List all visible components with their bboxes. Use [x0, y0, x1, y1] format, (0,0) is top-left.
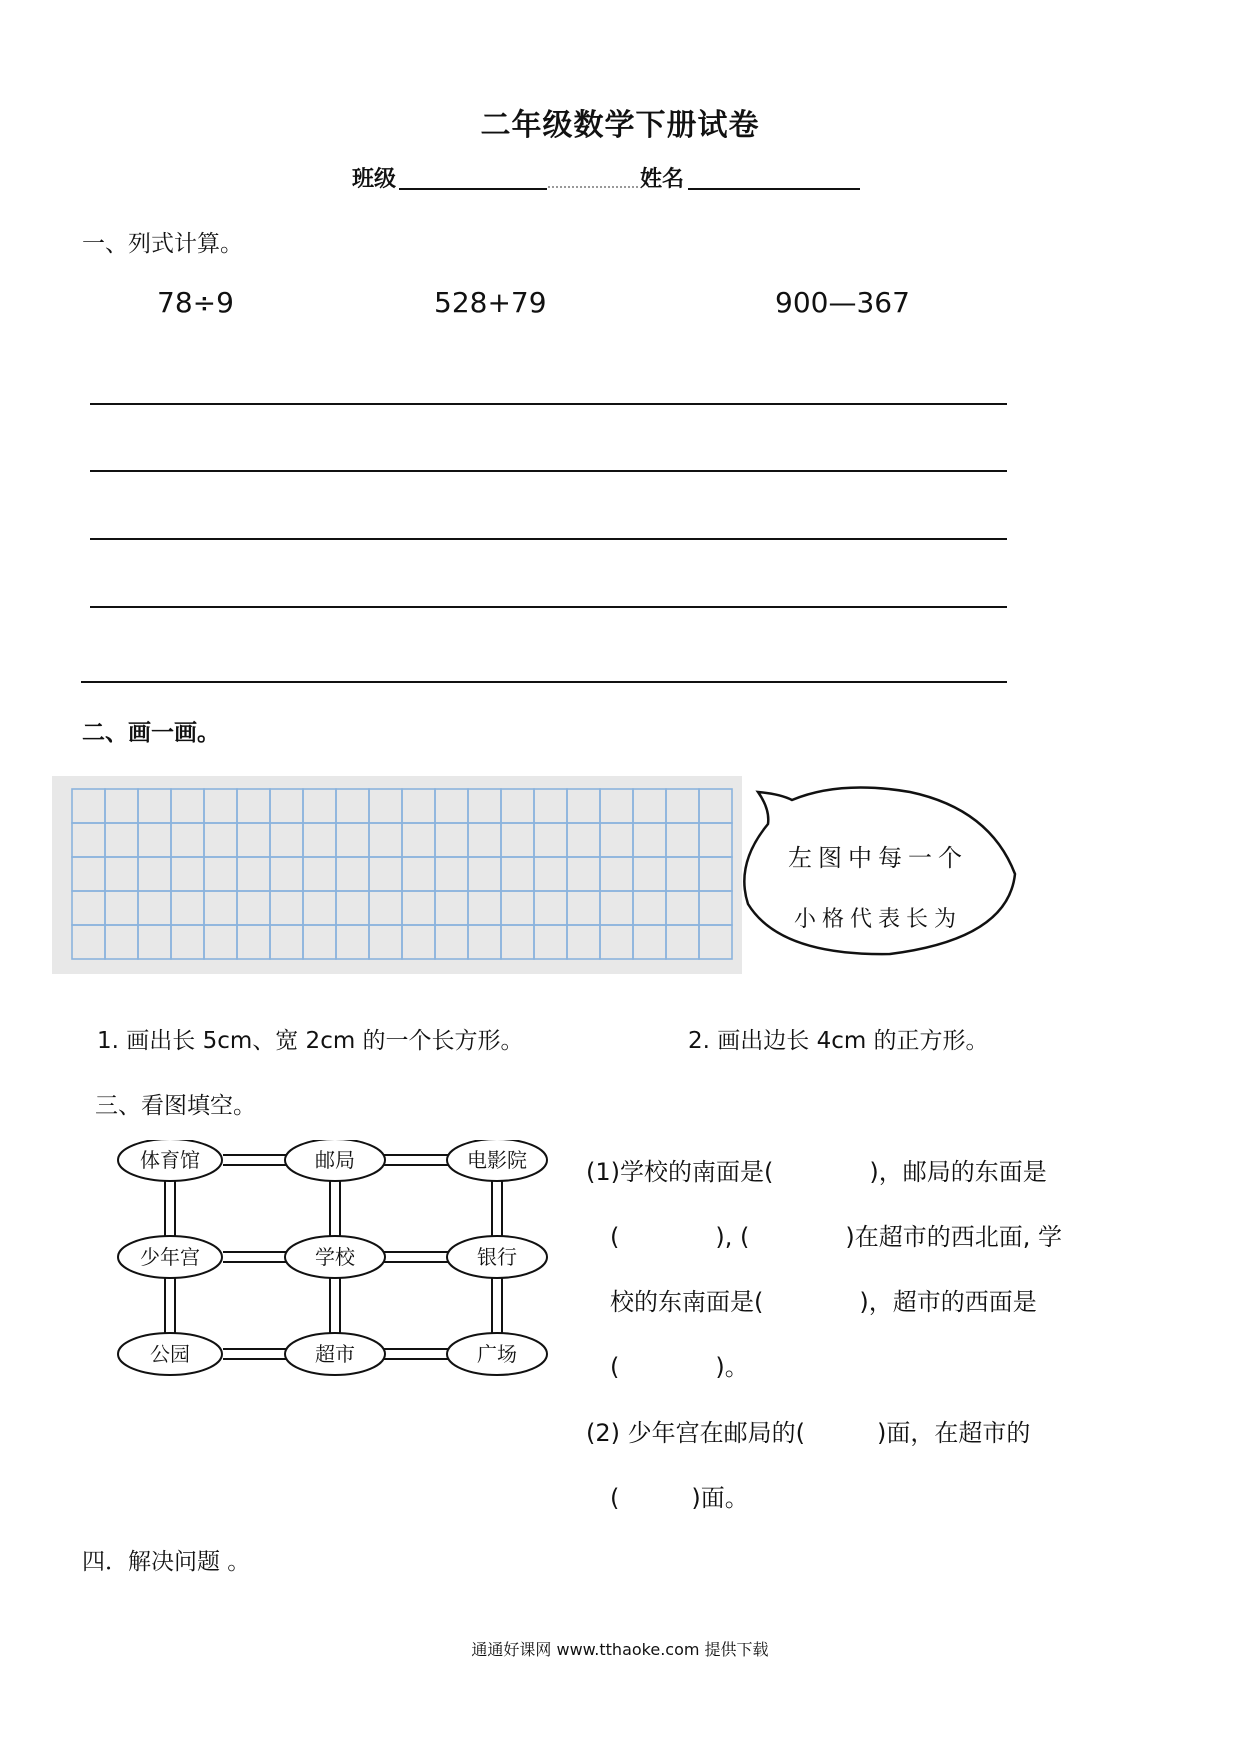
grid-cell[interactable] [138, 857, 171, 891]
grid-cell[interactable] [237, 891, 270, 925]
grid-cell[interactable] [666, 925, 699, 959]
grid-cell[interactable] [534, 789, 567, 823]
grid-cell[interactable] [336, 925, 369, 959]
grid-cell[interactable] [633, 789, 666, 823]
grid-cell[interactable] [303, 789, 336, 823]
grid-cell[interactable] [369, 925, 402, 959]
bubble-text-1: 左图中每一个 [788, 844, 968, 872]
grid-cell[interactable] [270, 925, 303, 959]
grid-cell[interactable] [72, 891, 105, 925]
class-label: 班级 [352, 167, 397, 192]
grid-cell[interactable] [369, 891, 402, 925]
question-line-1: (1)学校的南面是( )，邮局的东面是 [586, 1158, 1047, 1186]
grid-cell[interactable] [105, 891, 138, 925]
map-node-label: 电影院 [467, 1148, 527, 1172]
grid-cell[interactable] [204, 789, 237, 823]
grid-cell[interactable] [171, 823, 204, 857]
grid-cell[interactable] [303, 857, 336, 891]
grid-cell[interactable] [204, 823, 237, 857]
grid-cell[interactable] [138, 891, 171, 925]
grid-cell[interactable] [171, 891, 204, 925]
map-node-label: 学校 [315, 1245, 355, 1269]
page-title: 二年级数学下册试卷 [480, 108, 760, 143]
grid-cell[interactable] [666, 823, 699, 857]
grid-cell[interactable] [633, 857, 666, 891]
grid-cell[interactable] [402, 891, 435, 925]
grid-cell[interactable] [369, 823, 402, 857]
section4-heading: 四．解决问题 。 [82, 1549, 251, 1575]
answer-line-5[interactable] [81, 681, 1007, 683]
expression-2: 528+79 [434, 286, 547, 319]
answer-line-4[interactable] [90, 606, 1007, 608]
grid-cell[interactable] [237, 823, 270, 857]
grid-cell[interactable] [402, 823, 435, 857]
grid-cell[interactable] [501, 891, 534, 925]
grid-cell[interactable] [468, 891, 501, 925]
grid-cell[interactable] [534, 857, 567, 891]
class-blank[interactable] [399, 188, 547, 190]
speech-bubble [740, 784, 1020, 964]
map-node-label: 广场 [477, 1342, 517, 1366]
grid-cell[interactable] [501, 789, 534, 823]
expression-3: 900—367 [775, 286, 910, 319]
grid-cell[interactable] [72, 823, 105, 857]
grid-cell[interactable] [435, 789, 468, 823]
grid-cell[interactable] [138, 823, 171, 857]
draw-task-2: 2. 画出边长 4cm 的正方形。 [688, 1028, 989, 1054]
grid-cell[interactable] [435, 925, 468, 959]
grid-cell[interactable] [468, 823, 501, 857]
grid-cell[interactable] [699, 891, 732, 925]
grid-cell[interactable] [138, 789, 171, 823]
grid-cell[interactable] [435, 823, 468, 857]
question-line-5: (2) 少年宫在邮局的( )面，在超市的 [586, 1419, 1031, 1447]
grid-cell[interactable] [303, 891, 336, 925]
grid-cell[interactable] [336, 891, 369, 925]
grid-cell[interactable] [567, 823, 600, 857]
grid-cell[interactable] [138, 925, 171, 959]
question-line-6: ( )面。 [610, 1484, 749, 1512]
draw-task-1: 1. 画出长 5cm、宽 2cm 的一个长方形。 [97, 1028, 524, 1054]
grid-cell[interactable] [369, 789, 402, 823]
grid-cell[interactable] [666, 891, 699, 925]
grid-cell[interactable] [105, 789, 138, 823]
grid-cell[interactable] [600, 891, 633, 925]
grid-cell[interactable] [501, 857, 534, 891]
section2-heading: 二、画一画。 [82, 720, 220, 746]
question-line-4: ( )。 [610, 1353, 749, 1381]
grid-cell[interactable] [369, 857, 402, 891]
grid-cell[interactable] [204, 857, 237, 891]
map-node-label: 邮局 [315, 1148, 355, 1172]
grid-cell[interactable] [633, 823, 666, 857]
grid-cell[interactable] [402, 789, 435, 823]
grid-cell[interactable] [171, 857, 204, 891]
grid-cell[interactable] [501, 823, 534, 857]
section3-heading: 三、看图填空。 [95, 1093, 256, 1119]
grid-cell[interactable] [72, 925, 105, 959]
answer-line-2[interactable] [90, 470, 1007, 472]
grid-cell[interactable] [237, 789, 270, 823]
grid-cell[interactable] [534, 823, 567, 857]
grid-cell[interactable] [666, 857, 699, 891]
grid-cell[interactable] [105, 823, 138, 857]
grid-cell[interactable] [336, 823, 369, 857]
grid-cell[interactable] [600, 925, 633, 959]
grid-cell[interactable] [600, 789, 633, 823]
grid-cell[interactable] [501, 925, 534, 959]
grid-cell[interactable] [600, 857, 633, 891]
answer-line-1[interactable] [90, 403, 1007, 405]
grid-cell[interactable] [534, 891, 567, 925]
grid-cell[interactable] [402, 857, 435, 891]
grid-cell[interactable] [567, 857, 600, 891]
grid-cell[interactable] [468, 925, 501, 959]
question-line-2: ( ), ( )在超市的西北面, 学 [610, 1223, 1062, 1251]
grid-cell[interactable] [402, 925, 435, 959]
grid-cell[interactable] [105, 925, 138, 959]
name-label: 姓名 [640, 167, 685, 192]
grid-cell[interactable] [72, 789, 105, 823]
grid-cell[interactable] [600, 823, 633, 857]
section1-heading: 一、列式计算。 [82, 231, 243, 257]
map-node-label: 超市 [315, 1342, 355, 1366]
expression-1: 78÷9 [157, 286, 234, 319]
location-map [115, 1140, 555, 1400]
grid-cell[interactable] [237, 925, 270, 959]
question-line-3: 校的东南面是( )，超市的西面是 [610, 1288, 1037, 1316]
grid-cell[interactable] [468, 857, 501, 891]
grid-paper[interactable] [71, 788, 735, 963]
grid-cell[interactable] [633, 925, 666, 959]
grid-cell[interactable] [699, 823, 732, 857]
grid-cell[interactable] [336, 789, 369, 823]
grid-cell[interactable] [270, 823, 303, 857]
grid-cell[interactable] [204, 891, 237, 925]
grid-cell[interactable] [270, 891, 303, 925]
map-node-label: 公园 [150, 1342, 190, 1366]
grid-cell[interactable] [303, 925, 336, 959]
map-node-label: 少年宫 [140, 1245, 200, 1269]
grid-cell[interactable] [468, 789, 501, 823]
grid-cell[interactable] [105, 857, 138, 891]
grid-cell[interactable] [171, 789, 204, 823]
grid-cell[interactable] [567, 925, 600, 959]
grid-cell[interactable] [699, 925, 732, 959]
grid-cell[interactable] [303, 823, 336, 857]
grid-cell[interactable] [72, 857, 105, 891]
grid-cell[interactable] [567, 789, 600, 823]
name-blank[interactable] [688, 188, 860, 190]
grid-cell[interactable] [336, 857, 369, 891]
grid-cell[interactable] [699, 789, 732, 823]
grid-cell[interactable] [204, 925, 237, 959]
grid-cell[interactable] [534, 925, 567, 959]
grid-cell[interactable] [666, 789, 699, 823]
grid-cell[interactable] [699, 857, 732, 891]
grid-cell[interactable] [270, 857, 303, 891]
grid-cell[interactable] [435, 857, 468, 891]
grid-cell[interactable] [270, 789, 303, 823]
grid-cell[interactable] [435, 891, 468, 925]
grid-cell[interactable] [633, 891, 666, 925]
map-node-label: 体育馆 [140, 1148, 200, 1172]
answer-line-3[interactable] [90, 538, 1007, 540]
footer-credit: 通通好课网 www.tthaoke.com 提供下载 [471, 1640, 769, 1659]
grid-cell[interactable] [171, 925, 204, 959]
grid-cell[interactable] [567, 891, 600, 925]
dotted-separator [548, 186, 638, 188]
grid-cell[interactable] [237, 857, 270, 891]
map-node-label: 银行 [477, 1245, 517, 1269]
bubble-text-2: 小格代表长为 [793, 907, 962, 932]
